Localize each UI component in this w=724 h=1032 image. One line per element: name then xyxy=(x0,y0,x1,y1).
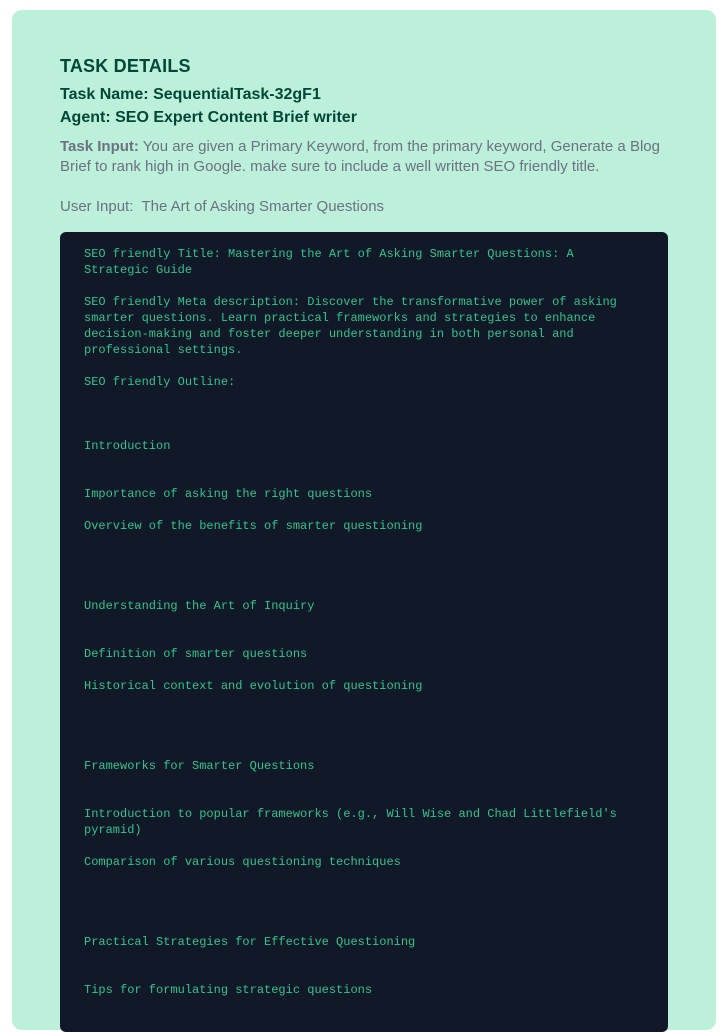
output-outline-item: Historical context and evolution of questioning xyxy=(84,679,423,693)
output-outline-heading: Practical Strategies for Effective Questioning xyxy=(84,935,416,949)
output-outline-heading: Frameworks for Smarter Questions xyxy=(84,759,315,773)
output-outline-item: Tips for formulating strategic questions xyxy=(84,983,373,997)
output-outline-item: Importance of asking the right questions xyxy=(84,487,373,501)
user-input-text: The Art of Asking Smarter Questions xyxy=(141,198,385,215)
output-meta-description: SEO friendly Meta description: Discover the transformative power of asking smarter questions. Learn practical frameworks and strategies to enhance decision-making and foster deeper understanding in both personal and professional settings. xyxy=(84,295,625,357)
output-outline-heading: Introduction xyxy=(84,439,171,453)
task-name-label: Task Name: SequentialTask-32gF1 xyxy=(60,86,321,103)
output-outline-label: SEO friendly Outline: xyxy=(84,375,236,389)
user-input-paragraph xyxy=(60,197,384,217)
task-input-label: Task Input: xyxy=(60,138,139,155)
output-seo-title: SEO friendly Title: Mastering the Art of Asking Smarter Questions: A Strategic Guide xyxy=(84,247,581,277)
output-outline-item: Introduction to popular frameworks (e.g., Will Wise and Chad Littlefield's pyramid) xyxy=(84,807,625,837)
output-outline-item: Comparison of various questioning techniques xyxy=(84,855,401,869)
agent-output-block[interactable] xyxy=(60,232,668,1032)
task-input-text: You are given a Primary Keyword, from the primary keyword, Generate a Blog Brief to rank high in Google. make sure to include a well written SEO friendly title. xyxy=(60,138,660,175)
agent-name-label: Agent: SEO Expert Content Brief writer xyxy=(60,109,357,126)
task-input-paragraph xyxy=(60,137,668,177)
output-outline-item: Definition of smarter questions xyxy=(84,647,308,661)
output-outline-heading: Understanding the Art of Inquiry xyxy=(84,599,315,613)
output-outline-item: Overview of the benefits of smarter questioning xyxy=(84,519,423,533)
task-details-heading: TASK DETAILS xyxy=(60,56,191,76)
user-input-label: User Input: xyxy=(60,198,134,215)
task-details-card xyxy=(12,10,716,1030)
